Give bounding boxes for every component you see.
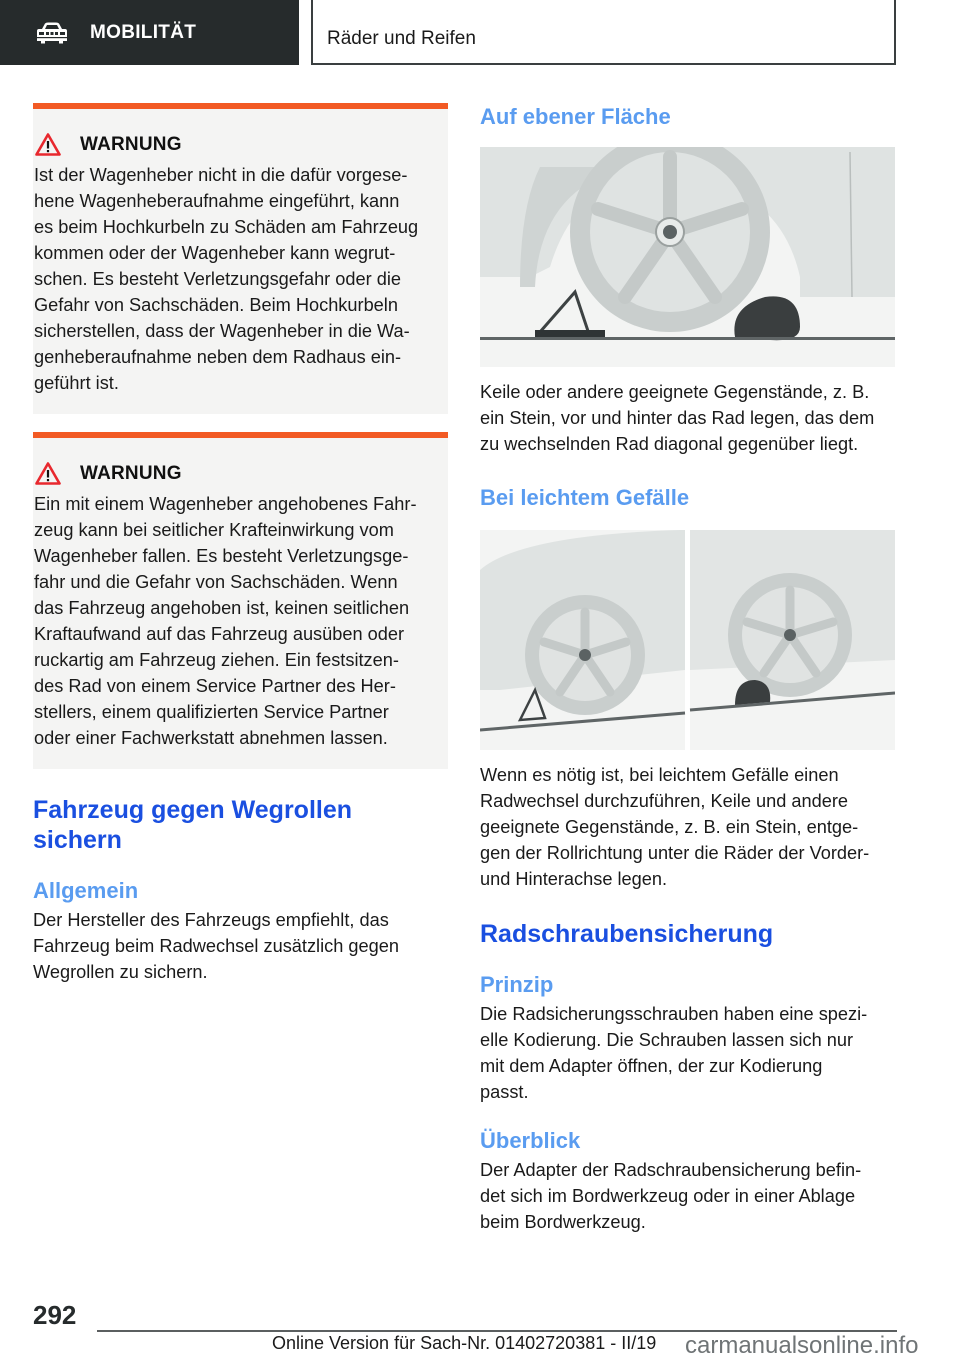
paragraph	[480, 1157, 896, 1235]
text-line: Kraftaufwand auf das Fahrzeug ausüben oder	[34, 624, 405, 644]
subsection-heading: Allgemein	[33, 878, 139, 903]
text-line: elle Kodierung. Die Schrauben lassen sich nur	[480, 1030, 854, 1050]
text-line: des Rad von einem Service Partner des Her-	[34, 676, 396, 696]
text-line: geeignete Gegenstände, z. B. ein Stein, entge-	[480, 817, 859, 837]
text-line: das Fahrzeug angehoben ist, keinen seitlichen	[34, 598, 410, 618]
text-line: passt.	[480, 1082, 529, 1102]
online-version-text: Online Version für Sach-Nr. 01402720381 - II/19	[272, 1333, 657, 1353]
text-line: Keile oder andere geeignete Gegenstände, z. B.	[480, 382, 870, 402]
text-line: Wagenheber fallen. Es besteht Verletzungsge-	[34, 546, 409, 566]
paragraph	[480, 379, 896, 457]
wheel-chock-flat-illustration	[480, 147, 895, 367]
wheel-chock-slope-illustration	[480, 530, 895, 750]
section-heading: Radschraubensicherung	[480, 920, 774, 948]
left-column	[33, 103, 448, 985]
text-line: und Hinterachse legen.	[480, 869, 668, 889]
text-line: ruckartig am Fahrzeug ziehen. Ein festsitzen-	[34, 650, 399, 670]
text-line: det sich im Bordwerkzeug oder in einer Ablage	[480, 1186, 856, 1206]
section-heading	[33, 795, 448, 855]
text-line: Die Radsicherungsschrauben haben eine spezi-	[480, 1004, 868, 1024]
text-line: Der Adapter der Radschraubensicherung befin-	[480, 1160, 862, 1180]
warning-box	[33, 103, 448, 414]
text-line: hene Wagenheberaufnahme eingeführt, kann	[34, 191, 400, 211]
text-line: Ein mit einem Wagenheber angehobenes Fahr-	[34, 494, 417, 514]
text-line: Wegrollen zu sichern.	[33, 962, 208, 982]
text-line: Fahrzeug beim Radwechsel zusätzlich gegen	[33, 936, 399, 956]
text-line: gen der Rollrichtung unter die Räder der Vorder-	[480, 843, 870, 863]
subsection-heading: Überblick	[480, 1128, 581, 1153]
chapter-label: Räder und Reifen	[327, 27, 476, 49]
warning-triangle-icon	[35, 462, 61, 485]
warning-box	[33, 432, 448, 769]
subsection-heading: Prinzip	[480, 972, 554, 997]
text-line: Radwechsel durchzuführen, Keile und andere	[480, 791, 849, 811]
section-label: MOBILITÄT	[90, 21, 197, 43]
watermark: carmanualsonline.info	[685, 1332, 919, 1359]
warning-title: WARNUNG	[80, 133, 182, 155]
text-line: zeug kann bei seitlicher Krafteinwirkung vom	[34, 520, 394, 540]
warning-title: WARNUNG	[80, 462, 182, 484]
text-line: zu wechselnden Rad diagonal gegenüber liegt.	[480, 434, 859, 454]
text-line: mit dem Adapter öffnen, der zur Kodierung	[480, 1056, 823, 1076]
text-line: Wenn es nötig ist, bei leichtem Gefälle einen	[480, 765, 839, 785]
heading-line: Fahrzeug gegen Wegrollen	[33, 796, 353, 824]
car-front-icon	[36, 22, 68, 44]
page-number: 292	[33, 1300, 77, 1330]
paragraph	[480, 1001, 896, 1105]
text-line: fahr und die Gefahr von Sachschäden. Wenn	[34, 572, 398, 592]
warning-text	[34, 162, 438, 396]
warning-text	[34, 491, 438, 751]
chapter-box	[311, 0, 896, 65]
text-line: schen. Es besteht Verletzungsgefahr oder die	[34, 269, 402, 289]
text-line: ein Stein, vor und hinter das Rad legen, das dem	[480, 408, 875, 428]
paragraph	[33, 907, 448, 985]
text-line: oder einer Fachwerkstatt abnehmen lassen.	[34, 728, 388, 748]
text-line: beim Bordwerkzeug.	[480, 1212, 646, 1232]
text-line: Der Hersteller des Fahrzeugs empfiehlt, das	[33, 910, 389, 930]
text-line: genheberaufnahme neben dem Radhaus ein-	[34, 347, 402, 367]
text-line: geführt ist.	[34, 373, 119, 393]
warning-triangle-icon	[35, 133, 61, 156]
section-tab	[0, 0, 299, 65]
text-line: es beim Hochkurbeln zu Schäden am Fahrzeug	[34, 217, 419, 237]
text-line: Ist der Wagenheber nicht in die dafür vorgese-	[34, 165, 408, 185]
text-line: Gefahr von Sachschäden. Beim Hochkurbeln	[34, 295, 398, 315]
heading-line: sichern	[33, 826, 122, 854]
text-line: kommen oder der Wagenheber kann wegrut-	[34, 243, 396, 263]
subsection-heading: Bei leichtem Gefälle	[480, 485, 690, 510]
subsection-heading: Auf ebener Fläche	[480, 104, 671, 129]
text-line: stellers, einem qualifizierten Service Partner	[34, 702, 389, 722]
right-column	[480, 100, 896, 1235]
paragraph	[480, 762, 896, 892]
text-line: sicherstellen, dass der Wagenheber in die Wa-	[34, 321, 410, 341]
